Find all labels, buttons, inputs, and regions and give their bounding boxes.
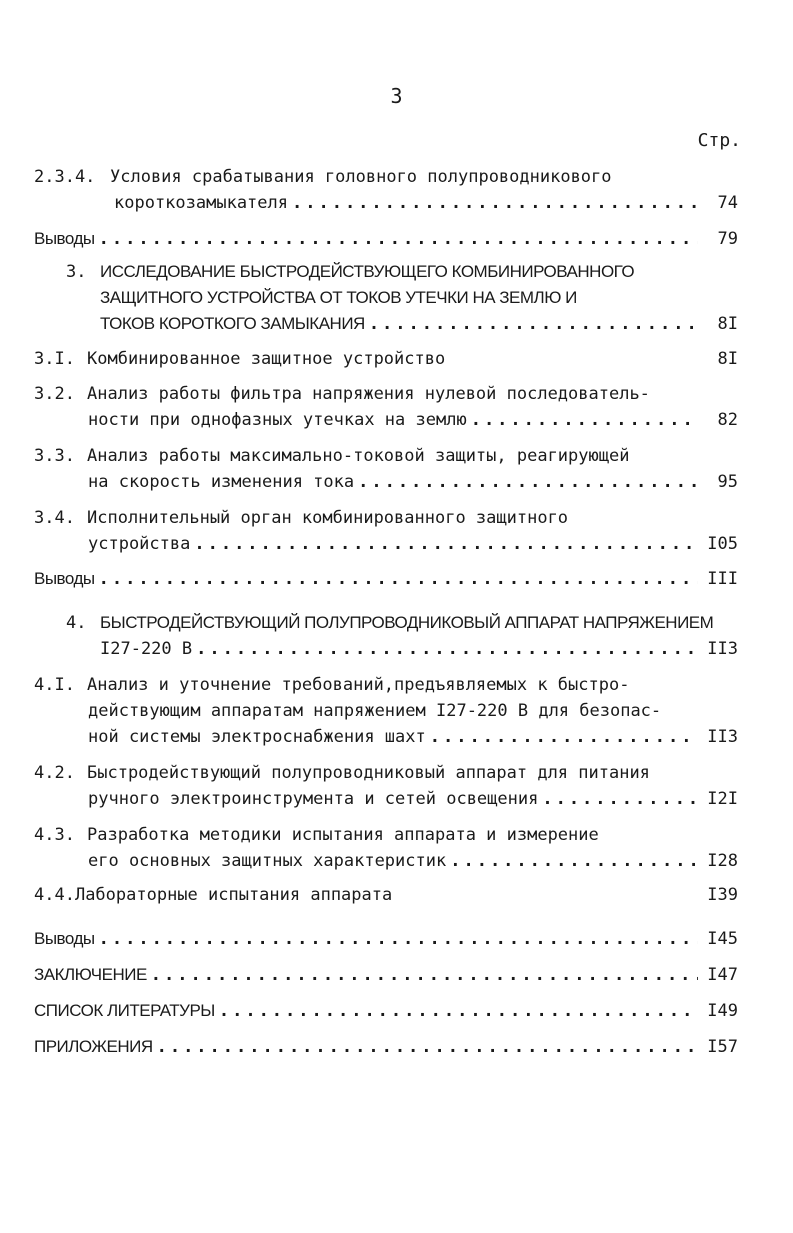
entry-text: Анализ работы фильтра напряжения нулевой последователь-	[87, 384, 650, 404]
entry-page: I49	[707, 1001, 738, 1021]
entry-text: на скорость изменения тока	[88, 472, 355, 492]
toc-entry-4-2	[34, 760, 738, 786]
toc-entry-conclusions-4	[34, 926, 738, 952]
entry-page: 82	[717, 410, 738, 430]
entry-text: Анализ и уточнение требований,предъявляемых к быстро-	[87, 675, 630, 695]
page-column-header: Стр.	[697, 130, 741, 151]
entry-text: Условия срабатывания головного полупроводникового	[110, 167, 612, 187]
toc-chapter-3	[66, 259, 738, 285]
entry-text: Выводы	[34, 929, 95, 948]
entry-text: Выводы	[34, 569, 95, 588]
toc-entry-4-1-cont-2	[88, 724, 738, 750]
toc-entry-conclusions-3	[34, 566, 738, 592]
entry-text: СПИСОК ЛИТЕРАТУРЫ	[34, 1001, 215, 1020]
dot-leader	[99, 226, 698, 252]
entry-page: 74	[717, 193, 738, 213]
entry-page: 8I	[717, 314, 738, 334]
toc-entry-4-1-cont-1	[88, 698, 738, 724]
entry-text: ИССЛЕДОВАНИЕ БЫСТРОДЕЙСТВУЮЩЕГО КОМБИНИРОВАННОГО	[100, 262, 635, 281]
toc-entry-4-3-cont	[88, 848, 738, 874]
toc-entry-references	[34, 998, 738, 1024]
entry-page: 8I	[717, 349, 738, 369]
dot-leader	[99, 566, 698, 592]
entry-text: Комбинированное защитное устройство	[87, 349, 446, 369]
dot-leader	[157, 1034, 698, 1060]
toc-entry-3-2	[34, 381, 738, 407]
toc-entry-4-3	[34, 822, 738, 848]
entry-number: 4.2.	[34, 763, 75, 783]
toc-chapter-3-cont-1	[100, 285, 738, 311]
entry-page: I2I	[707, 789, 738, 809]
dot-leader	[194, 531, 698, 557]
entry-page: III	[707, 569, 738, 589]
entry-page: I57	[707, 1037, 738, 1057]
toc-entry-4-1	[34, 672, 738, 698]
entry-number: 3.4.	[34, 508, 75, 528]
dot-leader	[542, 786, 698, 812]
entry-text: I27-220 В	[100, 639, 193, 659]
entry-text: ПРИЛОЖЕНИЯ	[34, 1037, 153, 1056]
entry-page: 95	[717, 472, 738, 492]
toc-entry-4-2-cont	[88, 786, 738, 812]
entry-text: Быстродействующий полупроводниковый аппарат для питания	[87, 763, 650, 783]
entry-text: ЗАЩИТНОГО УСТРОЙСТВА ОТ ТОКОВ УТЕЧКИ НА ЗЕМЛЮ И	[100, 288, 577, 307]
dot-leader	[471, 407, 698, 433]
toc-chapter-4-cont	[100, 636, 738, 662]
entry-number: 4.I.	[34, 675, 75, 695]
entry-text: короткозамыкателя	[114, 193, 288, 213]
toc-entry-conclusion	[34, 962, 738, 988]
entry-page: I39	[707, 885, 738, 905]
entry-text: Исполнительный орган комбинированного защитного	[87, 508, 569, 528]
entry-text: БЫСТРОДЕЙСТВУЮЩИЙ ПОЛУПРОВОДНИКОВЫЙ АППАРАТ НАПРЯЖЕНИЕМ	[100, 613, 714, 632]
toc-entry-3-4-cont	[88, 531, 738, 557]
entry-text: ТОКОВ КОРОТКОГО ЗАМЫКАНИЯ	[100, 314, 365, 333]
entry-page: II3	[707, 727, 738, 747]
entry-page: I28	[707, 851, 738, 871]
toc-entry-2-3-4-cont	[114, 190, 738, 216]
entry-page: I47	[707, 965, 738, 985]
entry-text: устройства	[88, 534, 191, 554]
entry-number: 2.3.4.	[34, 167, 96, 187]
entry-text: ручного электроинструмента и сетей освещения	[88, 789, 539, 809]
entry-text: ности при однофазных утечках на землю	[88, 410, 467, 430]
dot-leader	[151, 962, 698, 988]
dot-leader	[196, 636, 698, 662]
entry-number: 3.2.	[34, 384, 75, 404]
entry-number: 4.	[66, 613, 87, 633]
toc-entry-4-4	[34, 882, 738, 908]
entry-text: Разработка методики испытания аппарата и измерение	[87, 825, 599, 845]
toc-entry-3-1	[34, 346, 738, 372]
toc-chapter-3-cont-2	[100, 311, 738, 337]
toc-entry-3-4	[34, 505, 738, 531]
entry-text: Лабораторные испытания аппарата	[74, 885, 393, 905]
dot-leader	[292, 190, 698, 216]
dot-leader	[369, 311, 698, 337]
entry-number: 3.3.	[34, 446, 75, 466]
entry-number: 4.4.	[34, 885, 75, 905]
toc-chapter-4	[66, 610, 738, 636]
toc-entry-3-3-cont	[88, 469, 738, 495]
dot-leader	[450, 848, 698, 874]
dot-leader	[219, 998, 698, 1024]
toc-entry-conclusions-2	[34, 226, 738, 252]
page-number: 3	[390, 84, 403, 108]
entry-page: I05	[707, 534, 738, 554]
dot-leader	[430, 724, 698, 750]
entry-text: действующим аппаратам напряжением I27-220 В для безопас-	[88, 701, 662, 721]
dot-leader	[358, 469, 698, 495]
entry-text: Анализ работы максимально-токовой защиты, реагирующей	[87, 446, 630, 466]
toc-entry-3-2-cont	[88, 407, 738, 433]
toc-entry-appendices	[34, 1034, 738, 1060]
entry-text: его основных защитных характеристик	[88, 851, 447, 871]
entry-page: II3	[707, 639, 738, 659]
entry-text: Выводы	[34, 229, 95, 248]
toc-entry-3-3	[34, 443, 738, 469]
entry-text: ной системы электроснабжения шахт	[88, 727, 426, 747]
entry-number: 3.	[66, 262, 87, 282]
entry-number: 4.3.	[34, 825, 75, 845]
entry-number: 3.I.	[34, 349, 75, 369]
entry-page: I45	[707, 929, 738, 949]
toc-entry-2-3-4	[34, 164, 738, 190]
entry-text: ЗАКЛЮЧЕНИЕ	[34, 965, 147, 984]
dot-leader	[99, 926, 698, 952]
entry-page: 79	[717, 229, 738, 249]
